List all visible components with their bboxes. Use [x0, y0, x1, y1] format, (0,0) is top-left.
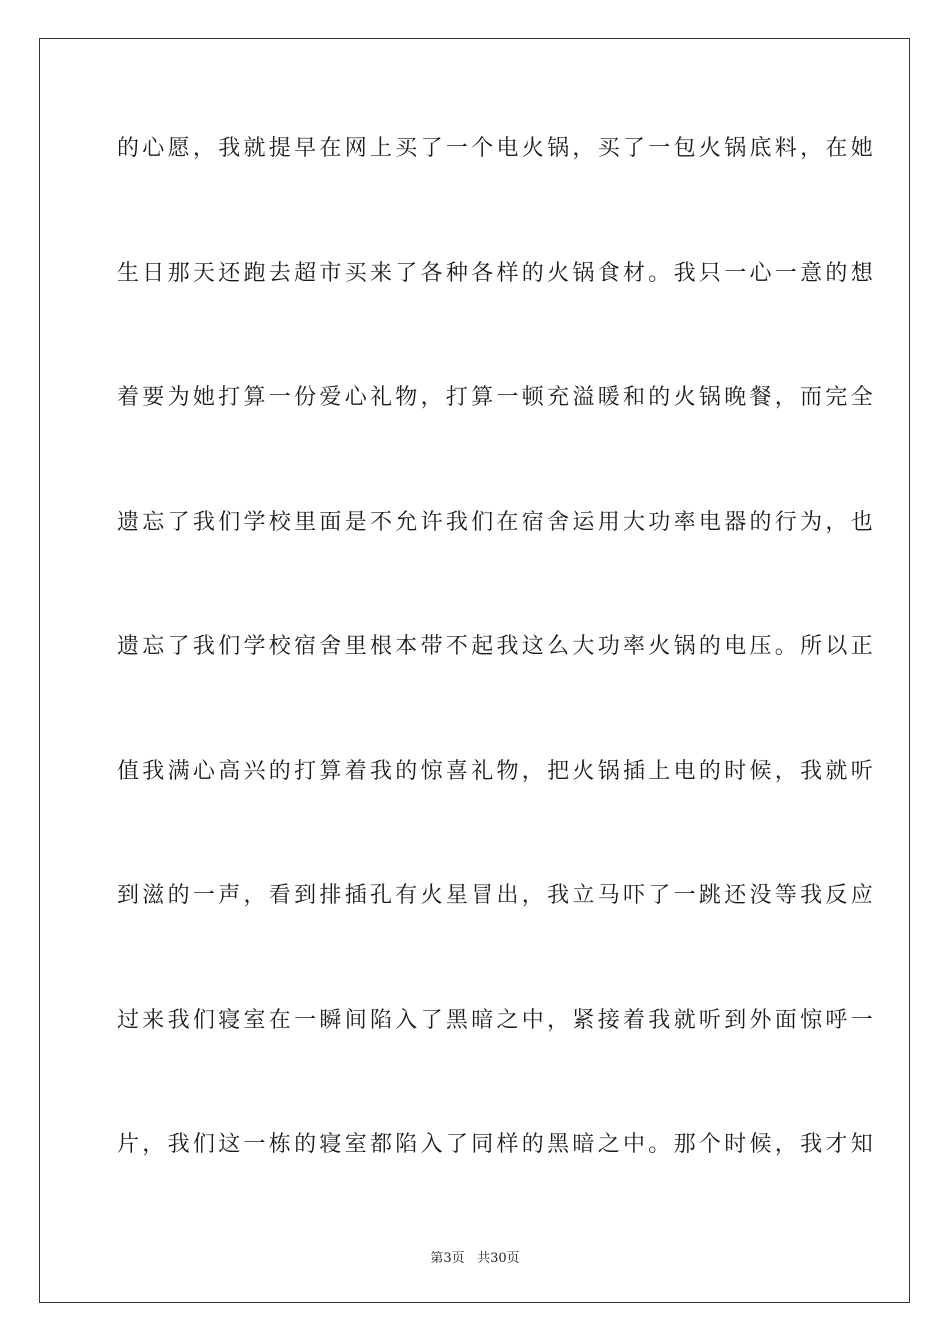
- page-footer: [0, 1247, 950, 1266]
- text-line: 到滋的一声，看到排插孔有火星冒出，我立马吓了一跳还没等我反应: [117, 883, 877, 908]
- page-total: 共30页: [477, 1251, 520, 1266]
- text-line: 生日那天还跑去超市买来了各种各样的火锅食材。我只一心一意的想: [117, 260, 877, 286]
- document-body: [117, 129, 877, 1250]
- text-line: 遗忘了我们学校里面是不允许我们在宿舍运用大功率电器的行为，也: [117, 509, 877, 535]
- text-line: 过来我们寝室在一瞬间陷入了黑暗之中，紧接着我就听到外面惊呼一: [117, 1007, 877, 1033]
- page-number: 第3页: [430, 1251, 465, 1266]
- text-line: 的心愿，我就提早在网上买了一个电火锅，买了一包火锅底料，在她: [117, 136, 877, 161]
- text-line: 值我满心高兴的打算着我的惊喜礼物，把火锅插上电的时候，我就听: [117, 758, 877, 784]
- text-line: 片，我们这一栋的寝室都陷入了同样的黑暗之中。那个时候，我才知: [117, 1132, 877, 1157]
- footer-spacer: [465, 1251, 477, 1266]
- text-line: 着要为她打算一份爱心礼物，打算一顿充溢暖和的火锅晚餐，而完全: [117, 385, 877, 410]
- text-line: 遗忘了我们学校宿舍里根本带不起我这么大功率火锅的电压。所以正: [117, 634, 877, 659]
